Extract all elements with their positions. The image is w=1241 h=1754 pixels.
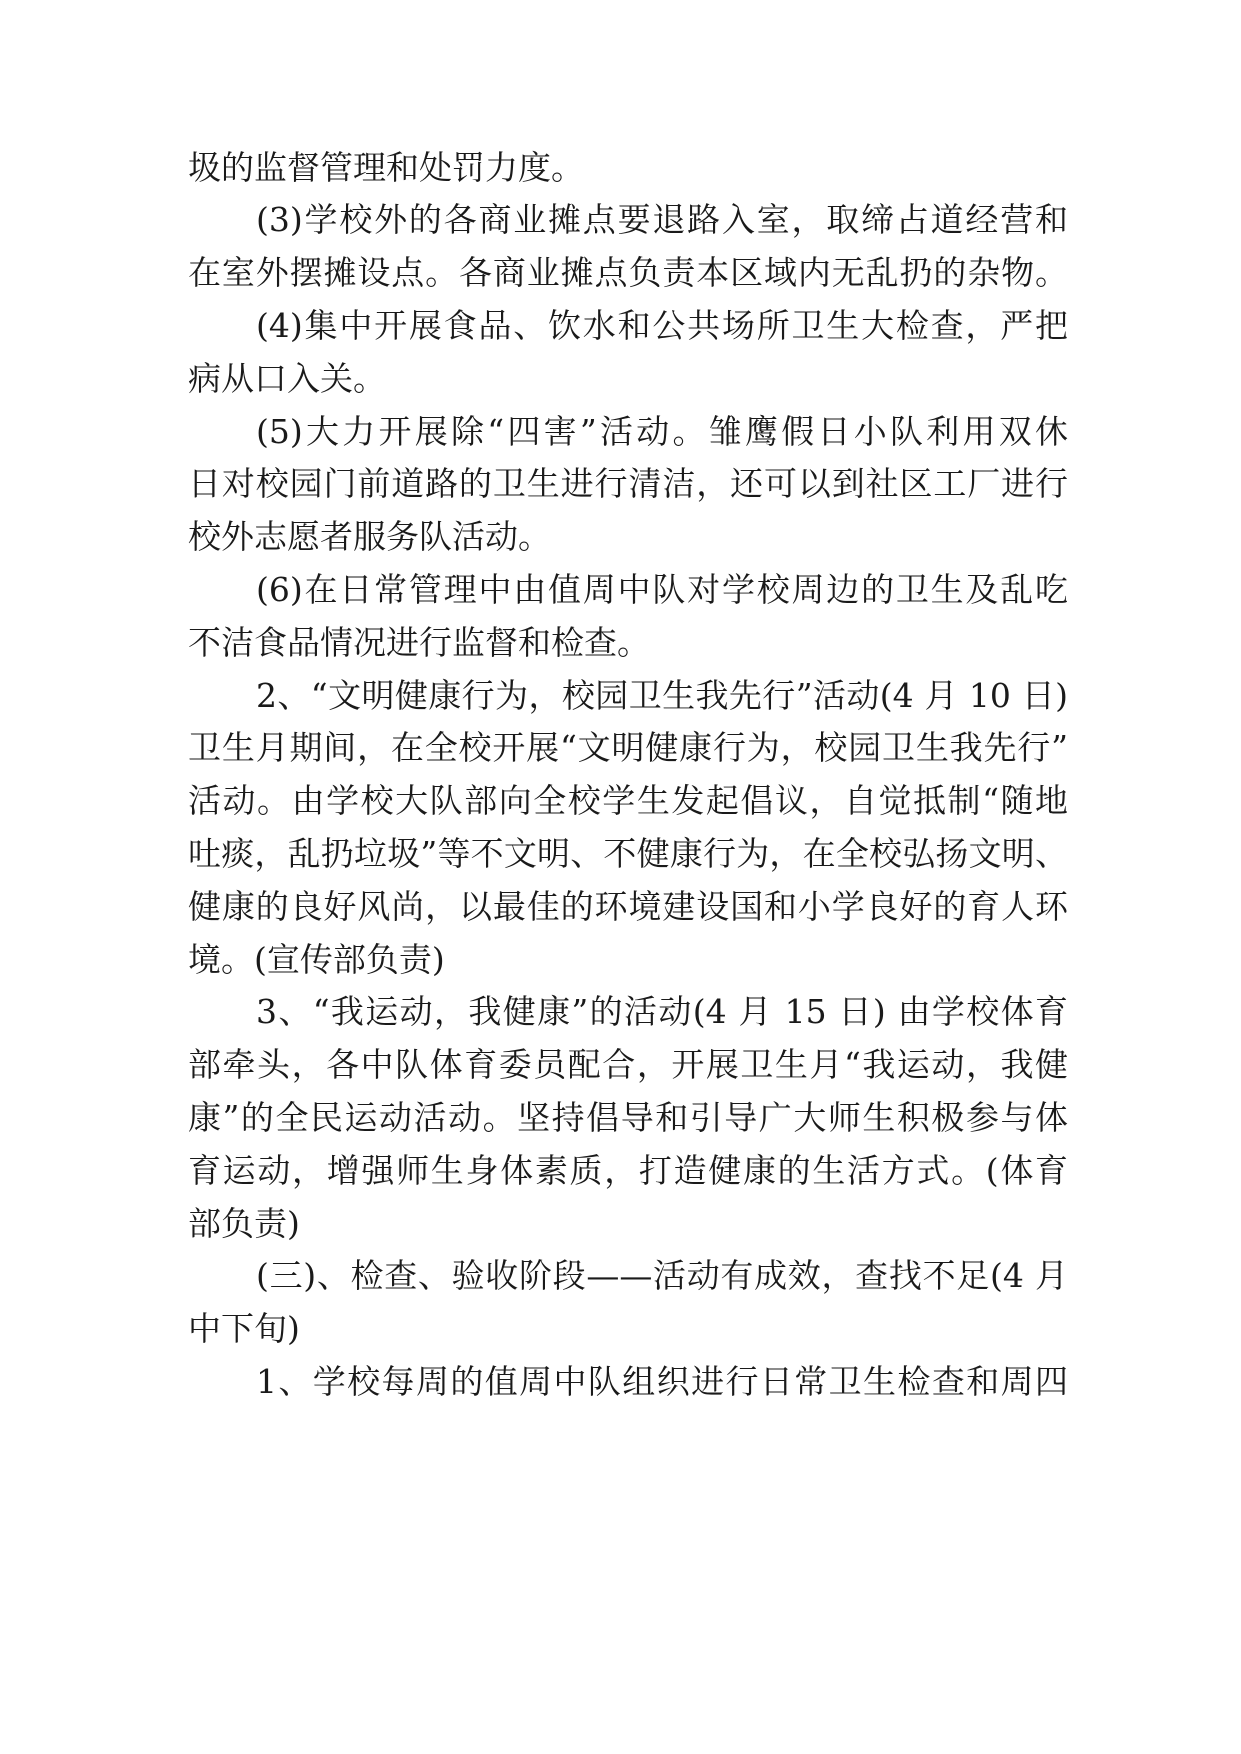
text-line: 日对校园门前道路的卫生进行清洁，还可以到社区工厂进行 bbox=[188, 464, 1068, 503]
text-line: 病从口入关。 bbox=[188, 359, 386, 398]
text-line: 康”的全民运动活动。坚持倡导和引导广大师生积极参与体 bbox=[188, 1098, 1068, 1137]
text-line: 中下旬) bbox=[188, 1309, 300, 1348]
text-line: 境。(宣传部负责) bbox=[188, 940, 445, 979]
text-line: 健康的良好风尚，以最佳的环境建设国和小学良好的育人环 bbox=[188, 887, 1068, 926]
text-line: (6)在日常管理中由值周中队对学校周边的卫生及乱吃 bbox=[256, 570, 1068, 609]
text-line: 在室外摆摊设点。各商业摊点负责本区域内无乱扔的杂物。 bbox=[188, 253, 1068, 292]
text-line: 3、“我运动，我健康”的活动(4 月 15 日) 由学校体育 bbox=[256, 992, 1068, 1031]
text-line: 校外志愿者服务队活动。 bbox=[188, 517, 551, 556]
text-line: 2、“文明健康行为，校园卫生我先行”活动(4 月 10 日) bbox=[256, 676, 1068, 715]
text-line: (4)集中开展食品、饮水和公共场所卫生大检查，严把 bbox=[256, 306, 1068, 345]
text-line: (三)、检查、验收阶段——活动有成效，查找不足(4 月 bbox=[256, 1256, 1068, 1295]
text-line: 吐痰，乱扔垃圾”等不文明、不健康行为，在全校弘扬文明、 bbox=[188, 834, 1068, 873]
text-line: 部负责) bbox=[188, 1204, 300, 1243]
text-line: (3)学校外的各商业摊点要退路入室，取缔占道经营和 bbox=[256, 200, 1068, 239]
text-line: 不洁食品情况进行监督和检查。 bbox=[188, 623, 650, 662]
text-line: 圾的监督管理和处罚力度。 bbox=[188, 148, 584, 187]
text-line: 卫生月期间，在全校开展“文明健康行为，校园卫生我先行” bbox=[188, 728, 1068, 767]
text-line: (5)大力开展除“四害”活动。雏鹰假日小队利用双休 bbox=[256, 412, 1068, 451]
text-line: 部牵头，各中队体育委员配合，开展卫生月“我运动，我健 bbox=[188, 1045, 1068, 1084]
text-line: 活动。由学校大队部向全校学生发起倡议，自觉抵制“随地 bbox=[188, 781, 1068, 820]
text-line: 育运动，增强师生身体素质，打造健康的生活方式。(体育 bbox=[188, 1151, 1068, 1190]
text-line: 1、学校每周的值周中队组织进行日常卫生检查和周四 bbox=[256, 1362, 1068, 1401]
